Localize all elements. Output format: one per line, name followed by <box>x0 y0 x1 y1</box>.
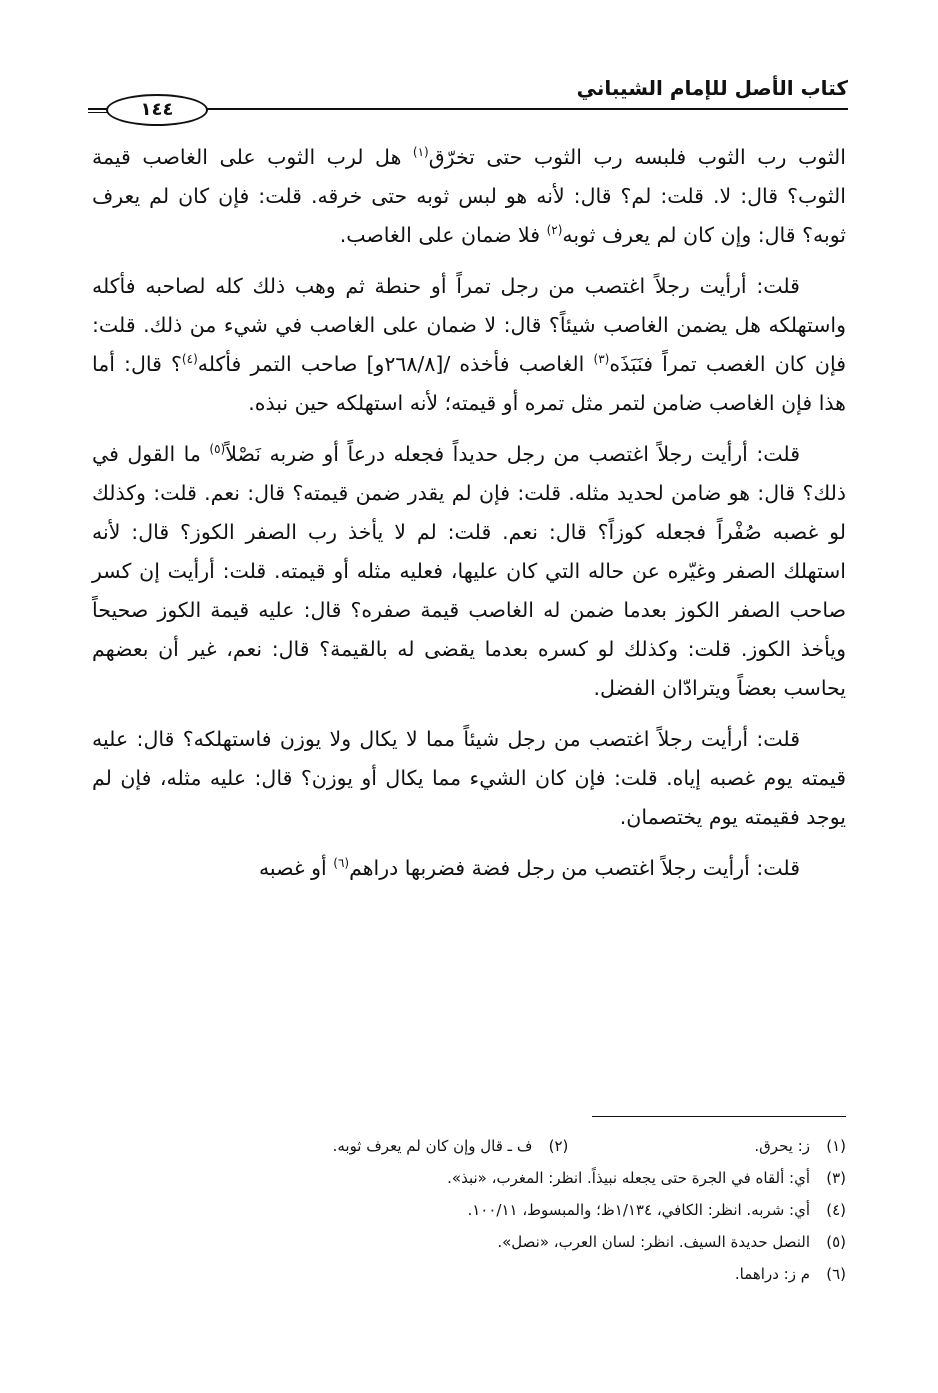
text-run: الغاصب فأخذه /[٢٦٨/٨و] صاحب التمر فأكله <box>197 352 594 376</box>
footnote-text: م ز: دراهما. <box>734 1265 810 1283</box>
paragraph <box>92 138 846 255</box>
page-number: ١٤٤ <box>106 94 208 126</box>
text-run: ما القول في ذلك؟ قال: هو ضامن لحديد مثله. قلت: فإن لم يقدر ضمن قيمته؟ قال: نعم. قلت: وكذلك لو غصبه صُفْراً فجعله كوزاً؟ قال: نعم. قلت: لم لا يأخذ رب الصفر الكوز؟ قال: لأنه استهلك الصفر وغيّره عن حاله التي كان عليها، فعليه مثله أو قيمته. قلت: أرأيت إن كسر صاحب الصفر الكوز بعدما ضمن له الغاصب قيمة صفره؟ قال: عليه قيمة الكوز صحيحاً ويأخذ الكوز. قلت: وكذلك لو كسره بعدما يقضى له بالقيمة؟ قال: نعم، غير أن بعضهم يحاسب بعضاً ويترادّان الفضل. <box>92 442 846 700</box>
paragraph <box>92 267 846 423</box>
text-run: قلت: أرأيت رجلاً اغتصب من رجل فضة فضربها دراهم <box>349 856 800 880</box>
footnote-row <box>92 1258 846 1290</box>
footnote-text: ف ـ قال وإن كان لم يعرف ثوبه. <box>332 1137 533 1155</box>
footnote-5 <box>497 1226 846 1258</box>
footnote-number: (١) <box>826 1137 846 1155</box>
paragraph <box>92 849 846 888</box>
footnote-ref: (١) <box>412 145 429 160</box>
footnote-6 <box>735 1258 846 1290</box>
footnotes <box>92 1130 846 1290</box>
text-run: قلت: أرأيت رجلاً اغتصب من رجل حديداً فجعله درعاً أو ضربه نَصْلاً <box>225 442 800 466</box>
footnote-4 <box>467 1194 846 1226</box>
footnote-row <box>92 1194 846 1226</box>
page-header <box>88 70 848 130</box>
footnote-ref: (٣) <box>593 352 610 367</box>
footnote-text: أي: ألقاه في الجرة حتى يجعله نبيذاً. انظر: المغرب، «نبذ». <box>447 1169 810 1187</box>
text-run: ؟ قال: أما هذا فإن الغاصب ضامن لتمر مثل تمره أو قيمته؛ لأنه استهلكه حين نبذه. <box>92 352 846 415</box>
footnote-1 <box>754 1130 846 1162</box>
footnote-ref: (٦) <box>333 856 350 871</box>
text-run: فلا ضمان على الغاصب. <box>339 223 547 247</box>
footnote-text: ز: يحرق. <box>754 1137 810 1155</box>
footnote-ref: (٥) <box>209 442 226 457</box>
main-text <box>92 138 846 900</box>
running-title: كتاب الأصل للإمام الشيباني <box>576 76 848 100</box>
footnote-ref: (٤) <box>181 352 198 367</box>
footnote-text: النصل حديدة السيف. انظر: لسان العرب، «نصل». <box>497 1233 810 1251</box>
footnote-separator <box>592 1116 846 1117</box>
footnote-3 <box>447 1162 846 1194</box>
footnote-text: أي: شربه. انظر: الكافي، ١/١٣٤ظ؛ والمبسوط، ١٠٠/١١. <box>467 1201 810 1219</box>
text-run: الثوب رب الثوب فلبسه رب الثوب حتى تخرّق <box>428 145 846 169</box>
footnote-ref: (٢) <box>546 223 563 238</box>
footnote-2 <box>333 1130 569 1162</box>
footnote-number: (٤) <box>826 1201 846 1219</box>
text-run: قلت: أرأيت رجلاً اغتصب من رجل تمراً أو حنطة ثم وهب ذلك كله لصاحبه فأكله واستهلكه هل يضمن الغاصب شيئاً؟ قال: لا ضمان على الغاصب في شيء من ذلك. قلت: فإن كان الغصب تمراً فنَبَذَه <box>92 274 847 376</box>
text-run: هل لرب الثوب على الغاصب قيمة الثوب؟ قال: لا. قلت: لم؟ قال: لأنه هو لبس ثوبه حتى خرقه. قلت: فإن كان لم يعرف ثوبه؟ قال: وإن كان لم يعرف ثوبه <box>92 145 846 247</box>
text-run: قلت: أرأيت رجلاً اغتصب من رجل شيئاً مما لا يكال ولا يوزن فاستهلكه؟ قال: عليه قيمته يوم غصبه إياه. قلت: فإن كان الشيء مما يكال أو يوزن؟ قال: عليه مثله، فإن لم يوجد فقيمته يوم يختصمان. <box>92 727 846 829</box>
footnote-number: (٢) <box>548 1137 569 1155</box>
footnote-number: (٦) <box>826 1265 846 1283</box>
footnote-number: (٣) <box>826 1169 846 1187</box>
text-run: أو غصبه <box>258 856 334 880</box>
footnote-row <box>92 1162 846 1194</box>
footnote-number: (٥) <box>826 1233 846 1251</box>
paragraph <box>92 435 846 708</box>
paragraph <box>92 720 846 837</box>
footnote-row <box>92 1226 846 1258</box>
footnote-row <box>92 1130 846 1162</box>
